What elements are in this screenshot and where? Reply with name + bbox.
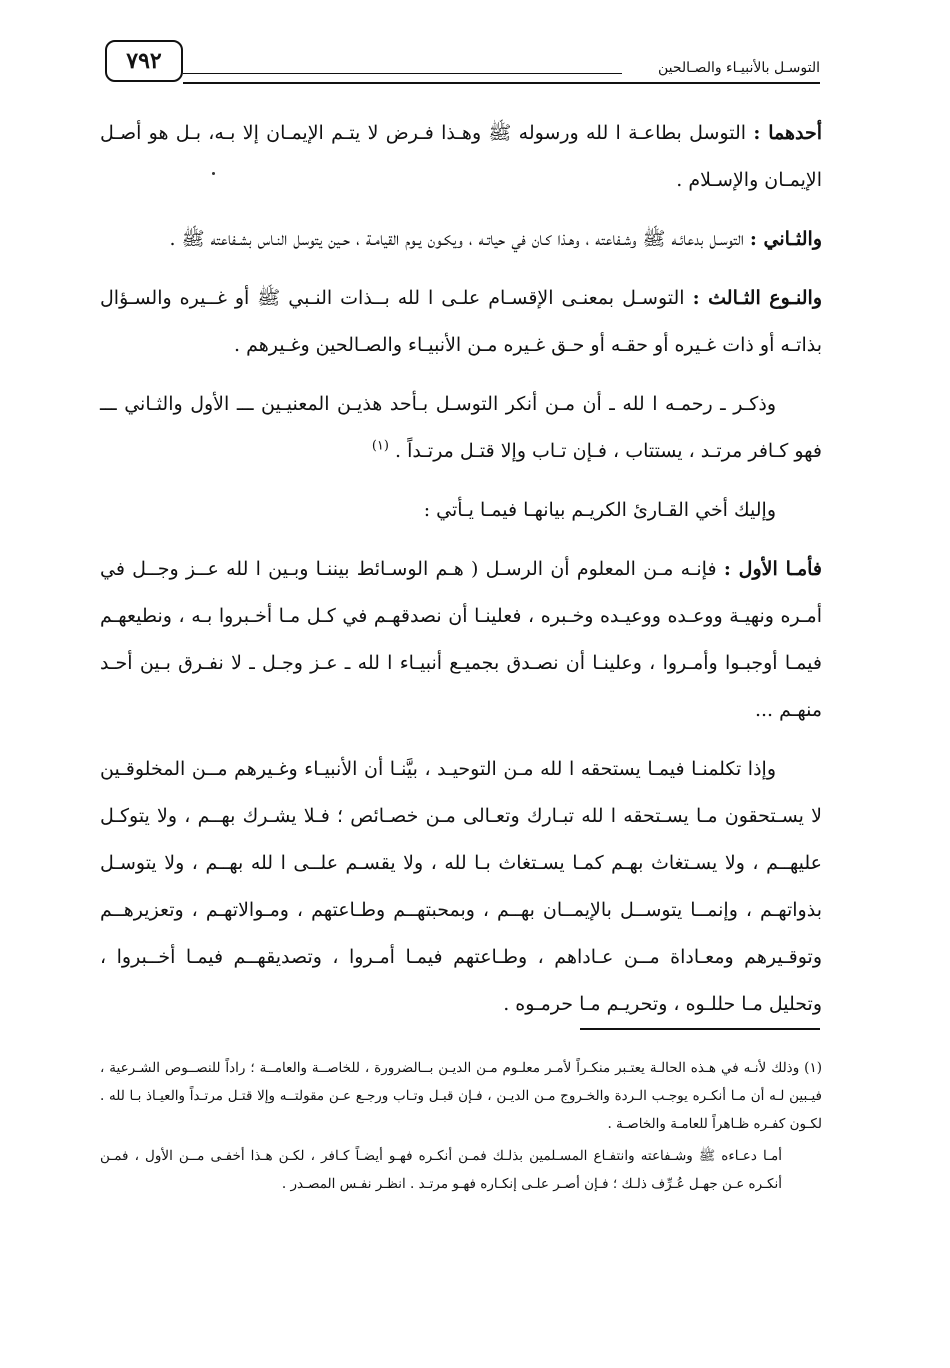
footnote-text: وذلك لأنـه في هـذه الحالـة يعتـبر منكـراً لأمـر معلـوم مـن الديـن بــالضرورة ، للخاصــة والعامــة ؛ راداً للنصــوص الشـرعية ، فيـبين لـه أن مـا أنكـره يوجـب الـردة والخـروج مـن الديـن ، فـإن قبـل وتـاب ورجـع عـن مقولتــه وإلا قتـل مرتـداً والعيـاذ بـا لله . لكـون كفـره ظـاهراً للعامـة والخاصـة . (100, 1060, 822, 1132)
paragraph-tawhid (100, 746, 822, 1028)
paragraph-text: التوسل بطاعـة ا لله ورسوله ﷺ وهـذا فـرض لا يتـم الإيمـان إلا بـه، بـل هو أصـل الإيمـان والإسـلام . (100, 122, 822, 191)
paragraph-text: فإنـه مـن المعلوم أن الرسـل ( هـم الوسـائط بيننـا وبـين ا لله عــز وجــل في أمـره ونهيـة ووعـده ووعيـده وخـبره ، فعلينـا أن نصدقهـم في كـل مـا أخـبروا بـه ، ونطيعهـم فيمـا أوجبـوا وأمـروا ، وعلينـا أن نصـدق بجميـع أنبيـاء ا لله ـ عـز وجـل ـ لا نفـرق بـين أحـد منهـم ... (100, 558, 822, 721)
paragraph-first-type (100, 110, 822, 204)
paragraph-lead: والثـاني : (749, 228, 822, 250)
footnote-marker: (١) (804, 1060, 822, 1076)
paragraph-text: وذكـر ـ رحمـه ا لله ـ أن مـن أنكر التوسـل بـأحد هذيـن المعنيـين ـــ الأول والثـاني ـــ فهو كـافر مرتـد ، يستتاب ، فـإن تـاب وإلا قتـل مرتـداً . (100, 393, 822, 462)
running-title: التوسـل بالأنبيـاء والصـالحين (658, 60, 820, 76)
paragraph-first-explained (100, 546, 822, 734)
footnote-text: أمـا دعـاءه ﷺ وشـفاعته وانتفـاع المسـلمين بذلـك فمـن أنكـره فهـو أيضـاً كـافر ، لكـن هـذا أخفـى مــن الأول ، فمـن أنكـره عـن جهـل عُـرِّف ذلـك ؛ فـإن أصـر علـى إنكـاره فهـو مرتـد . انظـر نفـس المصـدر . (100, 1148, 782, 1192)
page-header (105, 40, 820, 86)
main-text (100, 110, 822, 1040)
footnotes (100, 1054, 822, 1202)
footnote-item (100, 1142, 822, 1198)
header-divider-thin (183, 73, 622, 74)
footnote-item (100, 1054, 822, 1138)
paragraph-third-type (100, 275, 822, 369)
footnote-reference: (١) (371, 438, 389, 454)
paragraph-text: وإذا تكلمنـا فيمـا يستحقه ا لله مـن التوحيـد ، بيَّنـا أن الأنبيـاء وغـيرهم مــن المخلوقـين لا يسـتحقون مـا يسـتحقه ا لله تبـارك وتعـالى مـن خصـائص ؛ فـلا يشـرك بهــم ، ولا يتوكـل عليهــم ، ولا يسـتغاث بهـم كمـا يسـتغاث بـا لله ، ولا يقسـم علــى ا لله بهــم ، ولا يتوسـل بذواتهـم ، وإنمــا يتوســل بالإيمــان بهــم ، وبمحبتهــم وطـاعتهم ، ومـوالاتهـم ، وتعزيرهــم وتوقـيرهم ومعـاداة مــن عـاداهم ، وطـاعتهم فيمـا أمـروا ، وتصديقهــم فيمـا أخــبروا ، وتحليل مـا حللـوه ، وتحريـم مـا حرمـوه . (100, 758, 822, 1015)
page-number: ٧٩٢ (105, 40, 183, 82)
footnote-divider (580, 1028, 820, 1030)
paragraph-second-type (100, 216, 822, 263)
paragraph-text: التوسـل بمعنـى الإقسـام علـى ا لله بــذات النـبي ﷺ أو غــيره والسـؤال بذاتـه أو ذات غـيره أو حقـه أو حـق غـيره مـن الأنبيـاء والصـالحين وغـيرهم . (100, 287, 822, 356)
paragraph-text: التوسـل بدعائـه ﷺ وشـفاعته ، وهـذا كـان في حياتـه ، ويكـون يـوم القيامـة ، حـين يتوسل النـاس بشـفاعته ﷺ . (169, 228, 744, 250)
paragraph-ruling (100, 381, 822, 475)
paragraph-text: وإليك أخي القـارئ الكريـم بيانهـا فيمـا يـأتي : (423, 499, 776, 521)
paragraph-intro (100, 487, 822, 534)
paragraph-lead: أحدهما : (753, 122, 822, 144)
header-divider (183, 82, 820, 84)
paragraph-lead: فأمـا الأول : (723, 558, 822, 580)
paragraph-lead: والنـوع الثـالث : (692, 287, 822, 309)
